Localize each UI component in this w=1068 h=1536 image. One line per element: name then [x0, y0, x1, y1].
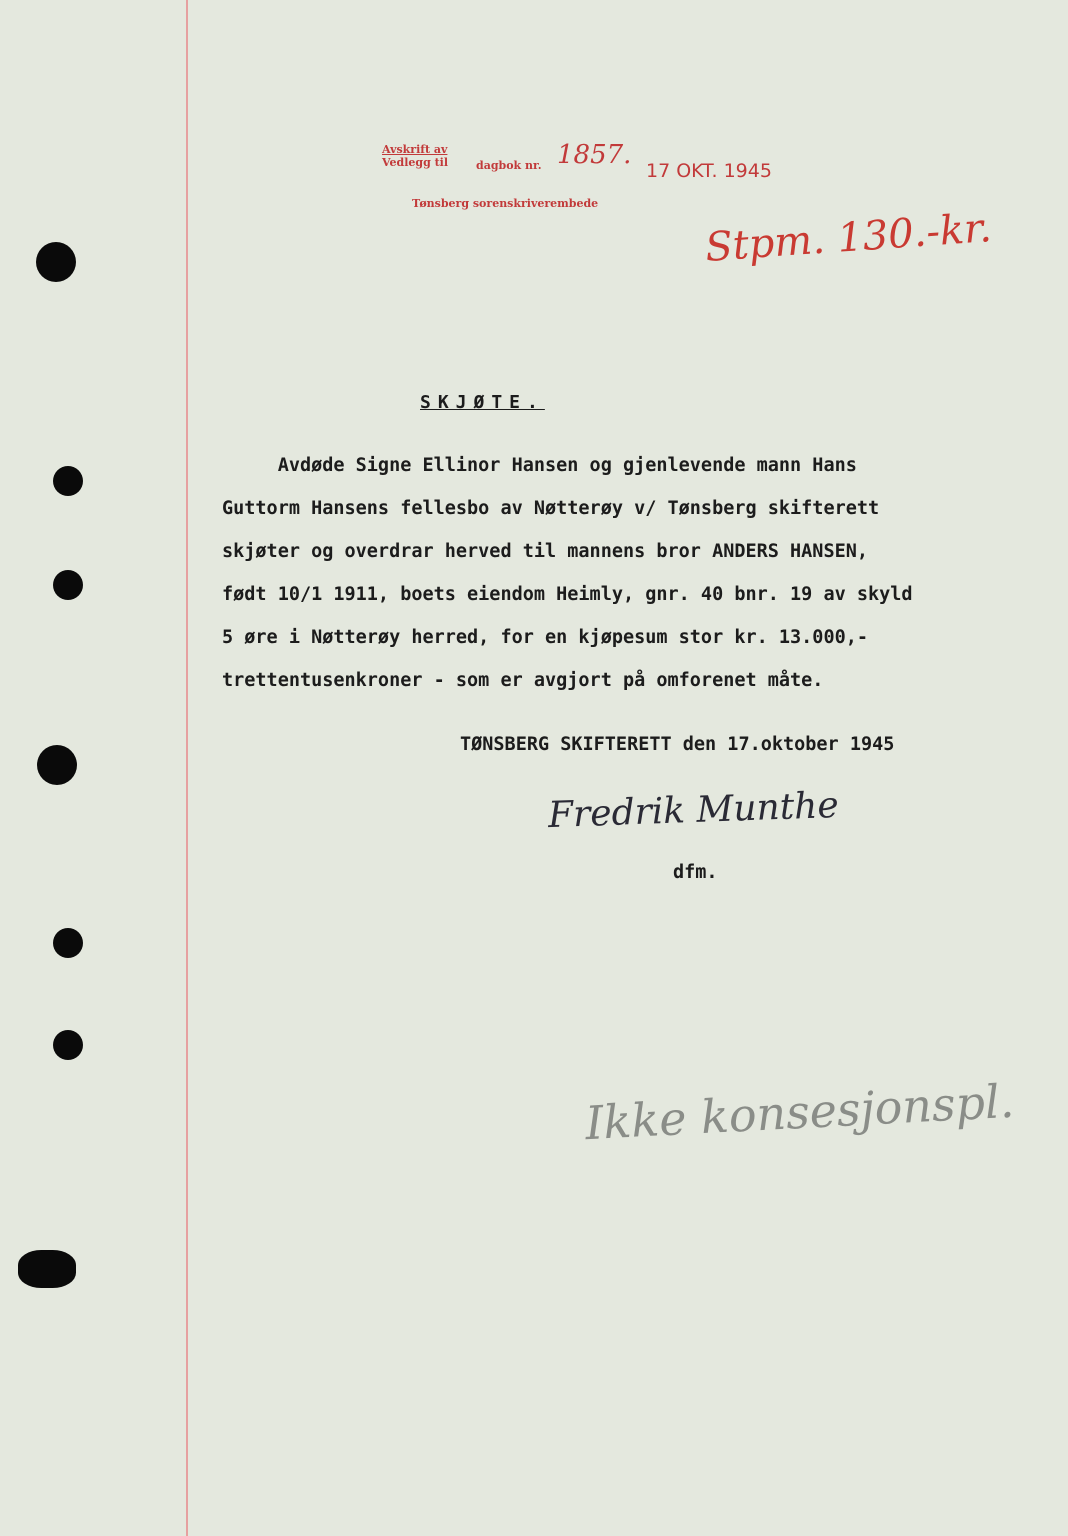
stamp-date — [646, 160, 772, 182]
stamp-date-value: 17 OKT. 1945 — [646, 160, 772, 182]
stamp-dagbok-label: dagbok nr. — [476, 159, 542, 172]
signature: Fredrik Munthe — [547, 784, 840, 837]
binder-hole — [18, 1250, 76, 1288]
stamp-line2: Vedlegg til — [382, 156, 449, 169]
body-line: 5 øre i Nøtterøy herred, for en kjøpesum stor kr. 13.000,- — [222, 627, 869, 648]
binder-hole — [36, 242, 76, 282]
stamp-number-value: 1857. — [557, 140, 632, 170]
document-title: SKJØTE. — [420, 392, 545, 413]
stamp-office — [412, 192, 598, 211]
office-stamp — [382, 143, 448, 169]
binder-hole — [53, 570, 83, 600]
stamp-dagbok — [476, 154, 542, 173]
stamp-line1: Avskrift av — [382, 143, 448, 156]
binder-hole — [53, 928, 83, 958]
place-date: TØNSBERG SKIFTERETT den 17.oktober 1945 — [460, 734, 895, 755]
margin-line — [186, 0, 188, 1536]
stamp-number — [557, 140, 631, 170]
signer-title: dfm. — [673, 862, 718, 883]
binder-hole — [53, 1030, 83, 1060]
stamp-office-label: Tønsberg sorenskriverembede — [412, 197, 599, 210]
body-line: Guttorm Hansens fellesbo av Nøtterøy v/ Tønsberg skifterett — [222, 498, 880, 519]
binder-hole — [53, 466, 83, 496]
body-line: Avdøde Signe Ellinor Hansen og gjenlevende mann Hans — [222, 455, 857, 476]
body-line: født 10/1 1911, boets eiendom Heimly, gnr. 40 bnr. 19 av skyld — [222, 584, 913, 605]
body-line: skjøter og overdrar herved til mannens bror ANDERS HANSEN, — [222, 541, 869, 562]
pencil-note: Ikke konsesjonspl. — [583, 1073, 1016, 1151]
binder-hole — [37, 745, 77, 785]
body-line: trettentusenkroner - som er avgjort på omforenet måte. — [222, 670, 824, 691]
fee-note: Stpm. 130.-kr. — [703, 205, 993, 271]
